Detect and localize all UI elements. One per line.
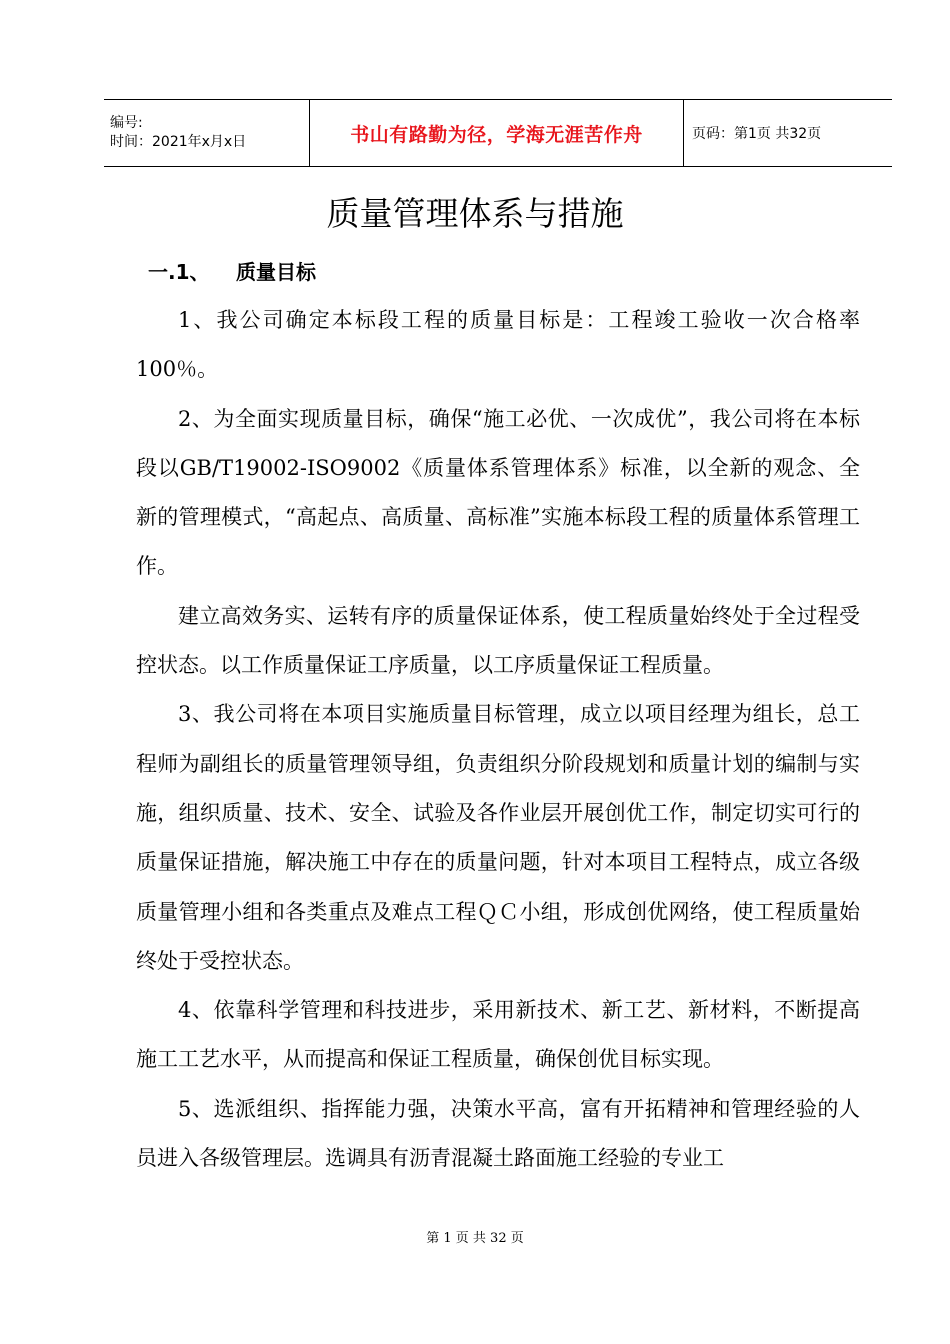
paragraph: 4、依靠科学管理和科技进步，采用新技术、新工艺、新材料，不断提高施工工艺水平，从而提高和保证工程质量，确保创优目标实现。 — [136, 998, 860, 1072]
paragraph: 3、我公司将在本项目实施质量目标管理，成立以项目经理为组长，总工程师为副组长的质量管理领导组，负责组织分阶段规划和质量计划的编制与实施，组织质量、技术、安全、试验及各作业层开展创优工作，制定切实可行的质量保证措施，解决施工中存在的质量问题，针对本项目工程特点，成立各级质量管理小组和各类重点及难点工程ＱＣ小组，形成创优网络，使工程质量始终处于受控状态。 — [136, 702, 860, 973]
number-label: 编号: — [110, 115, 143, 131]
header-table — [104, 99, 892, 167]
header-meta-cell — [104, 100, 310, 167]
section-title: 质量目标 — [236, 260, 316, 284]
page-footer: 第 1 页 共 32 页 — [426, 1231, 524, 1246]
header-motto: 书山有路勤为径，学海无涯苦作舟 — [310, 100, 684, 167]
paragraph: 建立高效务实、运转有序的质量保证体系，使工程质量始终处于全过程受控状态。以工作质量保证工序质量，以工序质量保证工程质量。 — [136, 603, 860, 678]
time-label: 时间：2021年x月x日 — [110, 134, 247, 150]
header-page-label: 页码：第1页 共32页 — [692, 126, 822, 142]
section-heading — [148, 256, 316, 285]
section-number: 一.1、 — [148, 260, 210, 284]
paragraph: 1、我公司确定本标段工程的质量目标是：工程竣工验收一次合格率100％。 — [136, 308, 860, 382]
body-text — [136, 296, 860, 1183]
paragraph: 5、选派组织、指挥能力强，决策水平高，富有开拓精神和管理经验的人员进入各级管理层。选调具有沥青混凝土路面施工经验的专业工 — [136, 1096, 860, 1171]
page-title: 质量管理体系与措施 — [326, 194, 624, 233]
paragraph: 2、为全面实现质量目标，确保“施工必优、一次成优”，我公司将在本标段以GB/T19002-ISO9002《质量体系管理体系》标准，以全新的观念、全新的管理模式，“高起点、高质量、高标准”实施本标段工程的质量体系管理工作。 — [136, 406, 860, 579]
